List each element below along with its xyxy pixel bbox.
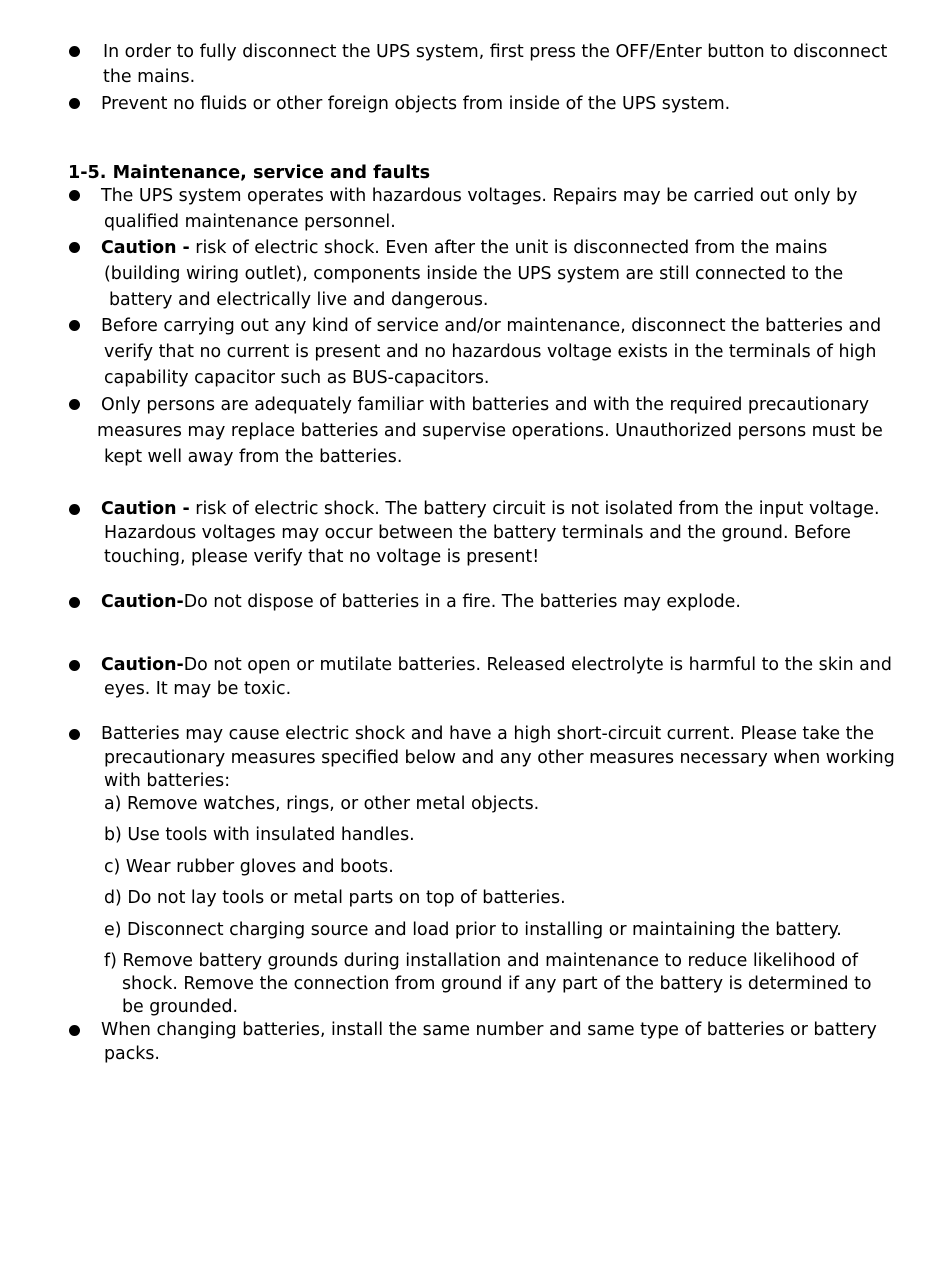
text-line: eyes. It may be toxic. xyxy=(104,679,292,699)
text-span: Do not open or mutilate batteries. Released electrolyte is harmful to the skin and xyxy=(183,655,892,675)
bullet-icon xyxy=(69,190,80,201)
text-line xyxy=(101,497,879,521)
text-line: capability capacitor such as BUS-capacitors. xyxy=(104,368,490,388)
text-line: qualified maintenance personnel. xyxy=(104,212,396,232)
bullet-icon xyxy=(69,399,80,410)
bullet-icon xyxy=(69,98,80,109)
caution-label: Caution- xyxy=(101,592,184,612)
sub-item: e) Disconnect charging source and load prior to installing or maintaining the battery. xyxy=(104,920,842,940)
text-span: risk of electric shock. The battery circuit is not isolated from the input voltage. xyxy=(189,499,880,519)
text-line xyxy=(101,236,827,260)
text-line xyxy=(101,653,892,677)
text-line: precautionary measures specified below and any other measures necessary when working xyxy=(104,748,895,768)
bullet-icon xyxy=(69,660,80,671)
caution-label: Caution- xyxy=(101,655,184,675)
text-span: risk of electric shock. Even after the unit is disconnected from the mains xyxy=(189,238,828,258)
text-line: The UPS system operates with hazardous voltages. Repairs may be carried out only by xyxy=(101,186,858,206)
bullet-icon xyxy=(69,729,80,740)
text-line: Hazardous voltages may occur between the battery terminals and the ground. Before xyxy=(104,523,851,543)
sub-item: d) Do not lay tools or metal parts on top of batteries. xyxy=(104,888,566,908)
text-line: (building wiring outlet), components inside the UPS system are still connected to the xyxy=(104,264,844,284)
text-line: with batteries: xyxy=(104,771,231,791)
text-line: touching, please verify that no voltage is present! xyxy=(104,547,540,567)
text-line: measures may replace batteries and supervise operations. Unauthorized persons must be xyxy=(97,421,883,441)
text-line: packs. xyxy=(104,1044,160,1064)
text-line xyxy=(101,590,741,614)
bullet-icon xyxy=(69,1025,80,1036)
text-line: In order to fully disconnect the UPS system, first press the OFF/Enter button to disconnect xyxy=(103,42,888,62)
bullet-icon xyxy=(69,46,80,57)
text-line: verify that no current is present and no hazardous voltage exists in the terminals of high xyxy=(104,342,877,362)
bullet-icon xyxy=(69,597,80,608)
text-line: Prevent no fluids or other foreign objects from inside of the UPS system. xyxy=(101,94,731,114)
text-line: Only persons are adequately familiar with batteries and with the required precautionary xyxy=(101,395,870,415)
text-line: Batteries may cause electric shock and have a high short-circuit current. Please take the xyxy=(101,724,875,744)
text-span: Do not dispose of batteries in a fire. The batteries may explode. xyxy=(183,592,741,612)
caution-label: Caution - xyxy=(101,238,190,258)
bullet-icon xyxy=(69,242,80,253)
text-line: the mains. xyxy=(103,67,196,87)
section-heading: 1-5. Maintenance, service and faults xyxy=(68,163,431,183)
text-line: Before carrying out any kind of service and/or maintenance, disconnect the batteries and xyxy=(101,316,882,336)
sub-item: f) Remove battery grounds during installation and maintenance to reduce likelihood of xyxy=(104,951,858,971)
bullet-icon xyxy=(69,320,80,331)
text-line: When changing batteries, install the same number and same type of batteries or battery xyxy=(101,1020,877,1040)
text-line: battery and electrically live and dangerous. xyxy=(109,290,489,310)
sub-item: a) Remove watches, rings, or other metal objects. xyxy=(104,794,540,814)
sub-item: b) Use tools with insulated handles. xyxy=(104,825,415,845)
bullet-icon xyxy=(69,504,80,515)
sub-item: c) Wear rubber gloves and boots. xyxy=(104,857,394,877)
sub-item-continuation: be grounded. xyxy=(122,997,239,1017)
text-line: kept well away from the batteries. xyxy=(104,447,403,467)
caution-label: Caution - xyxy=(101,499,190,519)
sub-item-continuation: shock. Remove the connection from ground if any part of the battery is determined to xyxy=(122,974,872,994)
